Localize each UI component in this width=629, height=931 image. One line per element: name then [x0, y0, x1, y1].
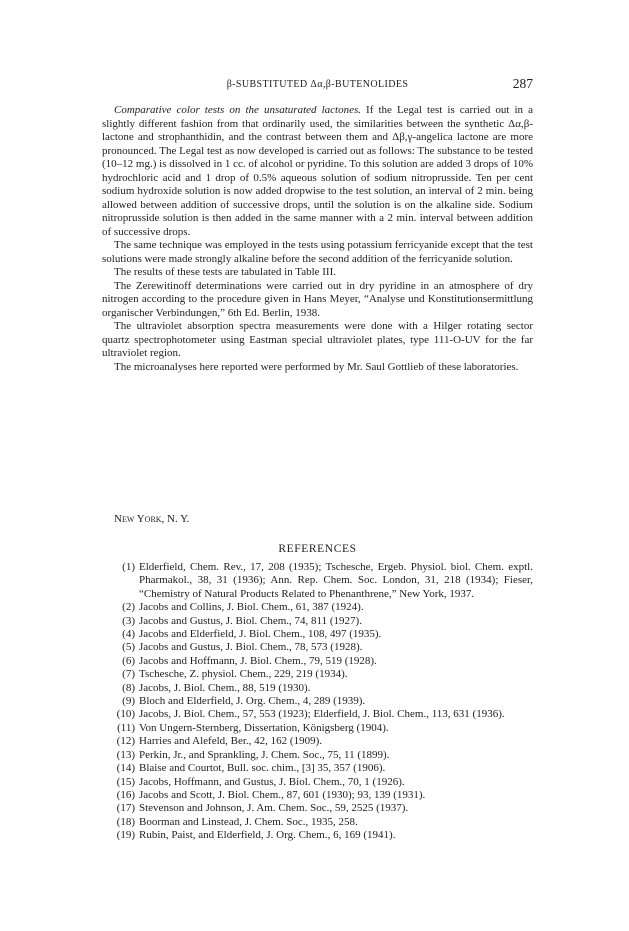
- paragraph-color-tests: [102, 104, 533, 239]
- reference-item: [102, 749, 533, 762]
- reference-number: (18): [116, 815, 135, 828]
- references-list: [102, 561, 533, 843]
- reference-text: Von Ungern-Sternberg, Dissertation, Königsberg (1904).: [139, 721, 389, 734]
- reference-text: Stevenson and Johnson, J. Am. Chem. Soc., 59, 2525 (1937).: [139, 802, 409, 815]
- reference-item: [102, 829, 533, 842]
- reference-text: Tschesche, Z. physiol. Chem., 229, 219 (1934).: [139, 668, 348, 681]
- reference-item: [102, 816, 533, 829]
- reference-text: Rubin, Paist, and Elderfield, J. Org. Chem., 6, 169 (1941).: [139, 829, 396, 842]
- reference-item: [102, 722, 533, 735]
- reference-number: (12): [116, 735, 135, 748]
- reference-text: Perkin, Jr., and Sprankling, J. Chem. Soc., 75, 11 (1899).: [139, 748, 390, 761]
- reference-text: Harries and Alefeld, Ber., 42, 162 (1909).: [139, 735, 322, 748]
- reference-number: (10): [116, 708, 135, 721]
- reference-item: [102, 668, 533, 681]
- reference-text: Elderfield, Chem. Rev., 17, 208 (1935); Tschesche, Ergeb. Physiol. biol. Chem. exptl. Pharmakol., 38, 31 (1936); Ann. Rep. Chem. Soc. London, 31, 218 (1934); Fieser, “Chemistry of Natural Products Related to Phenanthrene,” New York, 1937.: [139, 561, 533, 600]
- reference-item: [102, 802, 533, 815]
- reference-item: [102, 601, 533, 614]
- affiliation-place: New York, N. Y.: [114, 513, 190, 525]
- section-run-in-heading: Comparative color tests on the unsaturated lactones.: [114, 104, 361, 116]
- reference-item: [102, 682, 533, 695]
- reference-number: (4): [122, 628, 135, 641]
- reference-number: (2): [122, 601, 135, 614]
- reference-item: [102, 695, 533, 708]
- reference-number: (17): [116, 802, 135, 815]
- body-text: [102, 104, 533, 374]
- reference-number: (16): [116, 788, 135, 801]
- reference-text: Jacobs and Collins, J. Biol. Chem., 61, 387 (1924).: [139, 601, 364, 614]
- page-header: [102, 76, 533, 93]
- reference-number: (9): [122, 695, 135, 708]
- reference-number: (19): [116, 829, 135, 842]
- reference-item: [102, 561, 533, 601]
- reference-item: [102, 762, 533, 775]
- paragraph-table-reference: The results of these tests are tabulated in Table III.: [114, 266, 337, 278]
- reference-item: [102, 615, 533, 628]
- paragraph-ferricyanide: The same technique was employed in the tests using potassium ferricyanide except that the test solutions were made strongly alkaline before the second addition of the ferricyanide solution.: [102, 239, 533, 265]
- reference-text: Jacobs and Elderfield, J. Biol. Chem., 108, 497 (1935).: [139, 628, 382, 641]
- paragraph-ultraviolet: The ultraviolet absorption spectra measurements were done with a Hilger rotating sector quartz spectrophotometer using Eastman special ultraviolet plates, type 111-O-UV for the far ultraviolet region.: [102, 320, 533, 359]
- reference-text: Blaise and Courtot, Bull. soc. chim., [3] 35, 357 (1906).: [139, 762, 386, 775]
- reference-number: (1): [122, 561, 135, 573]
- reference-item: [102, 789, 533, 802]
- reference-number: (15): [116, 775, 135, 788]
- reference-number: (13): [116, 748, 135, 761]
- reference-item: [102, 708, 533, 721]
- references-heading: REFERENCES: [278, 543, 357, 555]
- page-number: 287: [512, 76, 533, 91]
- reference-number: (5): [122, 641, 135, 654]
- reference-text: Jacobs and Hoffmann, J. Biol. Chem., 79, 519 (1928).: [139, 654, 377, 667]
- reference-text: Jacobs and Gustus, J. Biol. Chem., 74, 811 (1927).: [139, 614, 362, 627]
- reference-text: Jacobs, J. Biol. Chem., 57, 553 (1923); Elderfield, J. Biol. Chem., 113, 631 (1936).: [139, 708, 505, 721]
- reference-item: [102, 735, 533, 748]
- paragraph-microanalyses: The microanalyses here reported were performed by Mr. Saul Gottlieb of these laboratories.: [114, 360, 519, 373]
- paragraph-zerewitinoff: The Zerewitinoff determinations were carried out in dry pyridine in an atmosphere of dry nitrogen according to the procedure given in Hans Meyer, “Analyse und Konstitutionsermittlung organischer Verbindungen,” 6th Ed. Berlin, 1938.: [102, 279, 533, 319]
- reference-item: [102, 655, 533, 668]
- reference-item: [102, 628, 533, 641]
- reference-number: (8): [122, 681, 135, 694]
- reference-text: Bloch and Elderfield, J. Org. Chem., 4, 289 (1939).: [139, 695, 366, 708]
- running-title: β-SUBSTITUTED Δα,β-BUTENOLIDES: [226, 79, 409, 90]
- reference-text: Jacobs, J. Biol. Chem., 88, 519 (1930).: [139, 681, 311, 694]
- reference-item: [102, 776, 533, 789]
- reference-number: (7): [122, 668, 135, 681]
- reference-text: Jacobs, Hoffmann, and Gustus, J. Biol. Chem., 70, 1 (1926).: [139, 775, 405, 788]
- reference-text: Boorman and Linstead, J. Chem. Soc., 1935, 258.: [139, 815, 358, 828]
- reference-text: Jacobs and Scott, J. Biol. Chem., 87, 601 (1930); 93, 139 (1931).: [139, 788, 426, 801]
- paragraph-text: If the Legal test is carried out in a slightly different fashion from that ordinarily used, the similarities between the synthetic Δα,β-lactone and strophanthidin, and the contrast between them and Δβ,γ-angelica lactone are more pronounced. The Legal test as now developed is carried out as follows: The substance to be tested (10–12 mg.) is dissolved in 1 cc. of alcohol or pyridine. To this solution are added 3 drops of 10% hydrochloric acid and 1 drop of 0.5% aqueous solution of sodium nitroprusside. Ten per cent sodium hydroxide solution is now added dropwise to the test solution, an interval of 2 min. being allowed between addition of successive drops, until the solution is on the alkaline side. Sodium nitroprusside solution is then added in the same manner with a 2 min. interval between addition of successive drops.: [102, 104, 534, 238]
- reference-item: [102, 641, 533, 654]
- reference-number: (14): [116, 762, 135, 775]
- reference-number: (3): [122, 614, 135, 627]
- reference-number: (6): [122, 654, 135, 667]
- reference-text: Jacobs and Gustus, J. Biol. Chem., 78, 573 (1928).: [139, 641, 363, 654]
- reference-number: (11): [117, 721, 135, 734]
